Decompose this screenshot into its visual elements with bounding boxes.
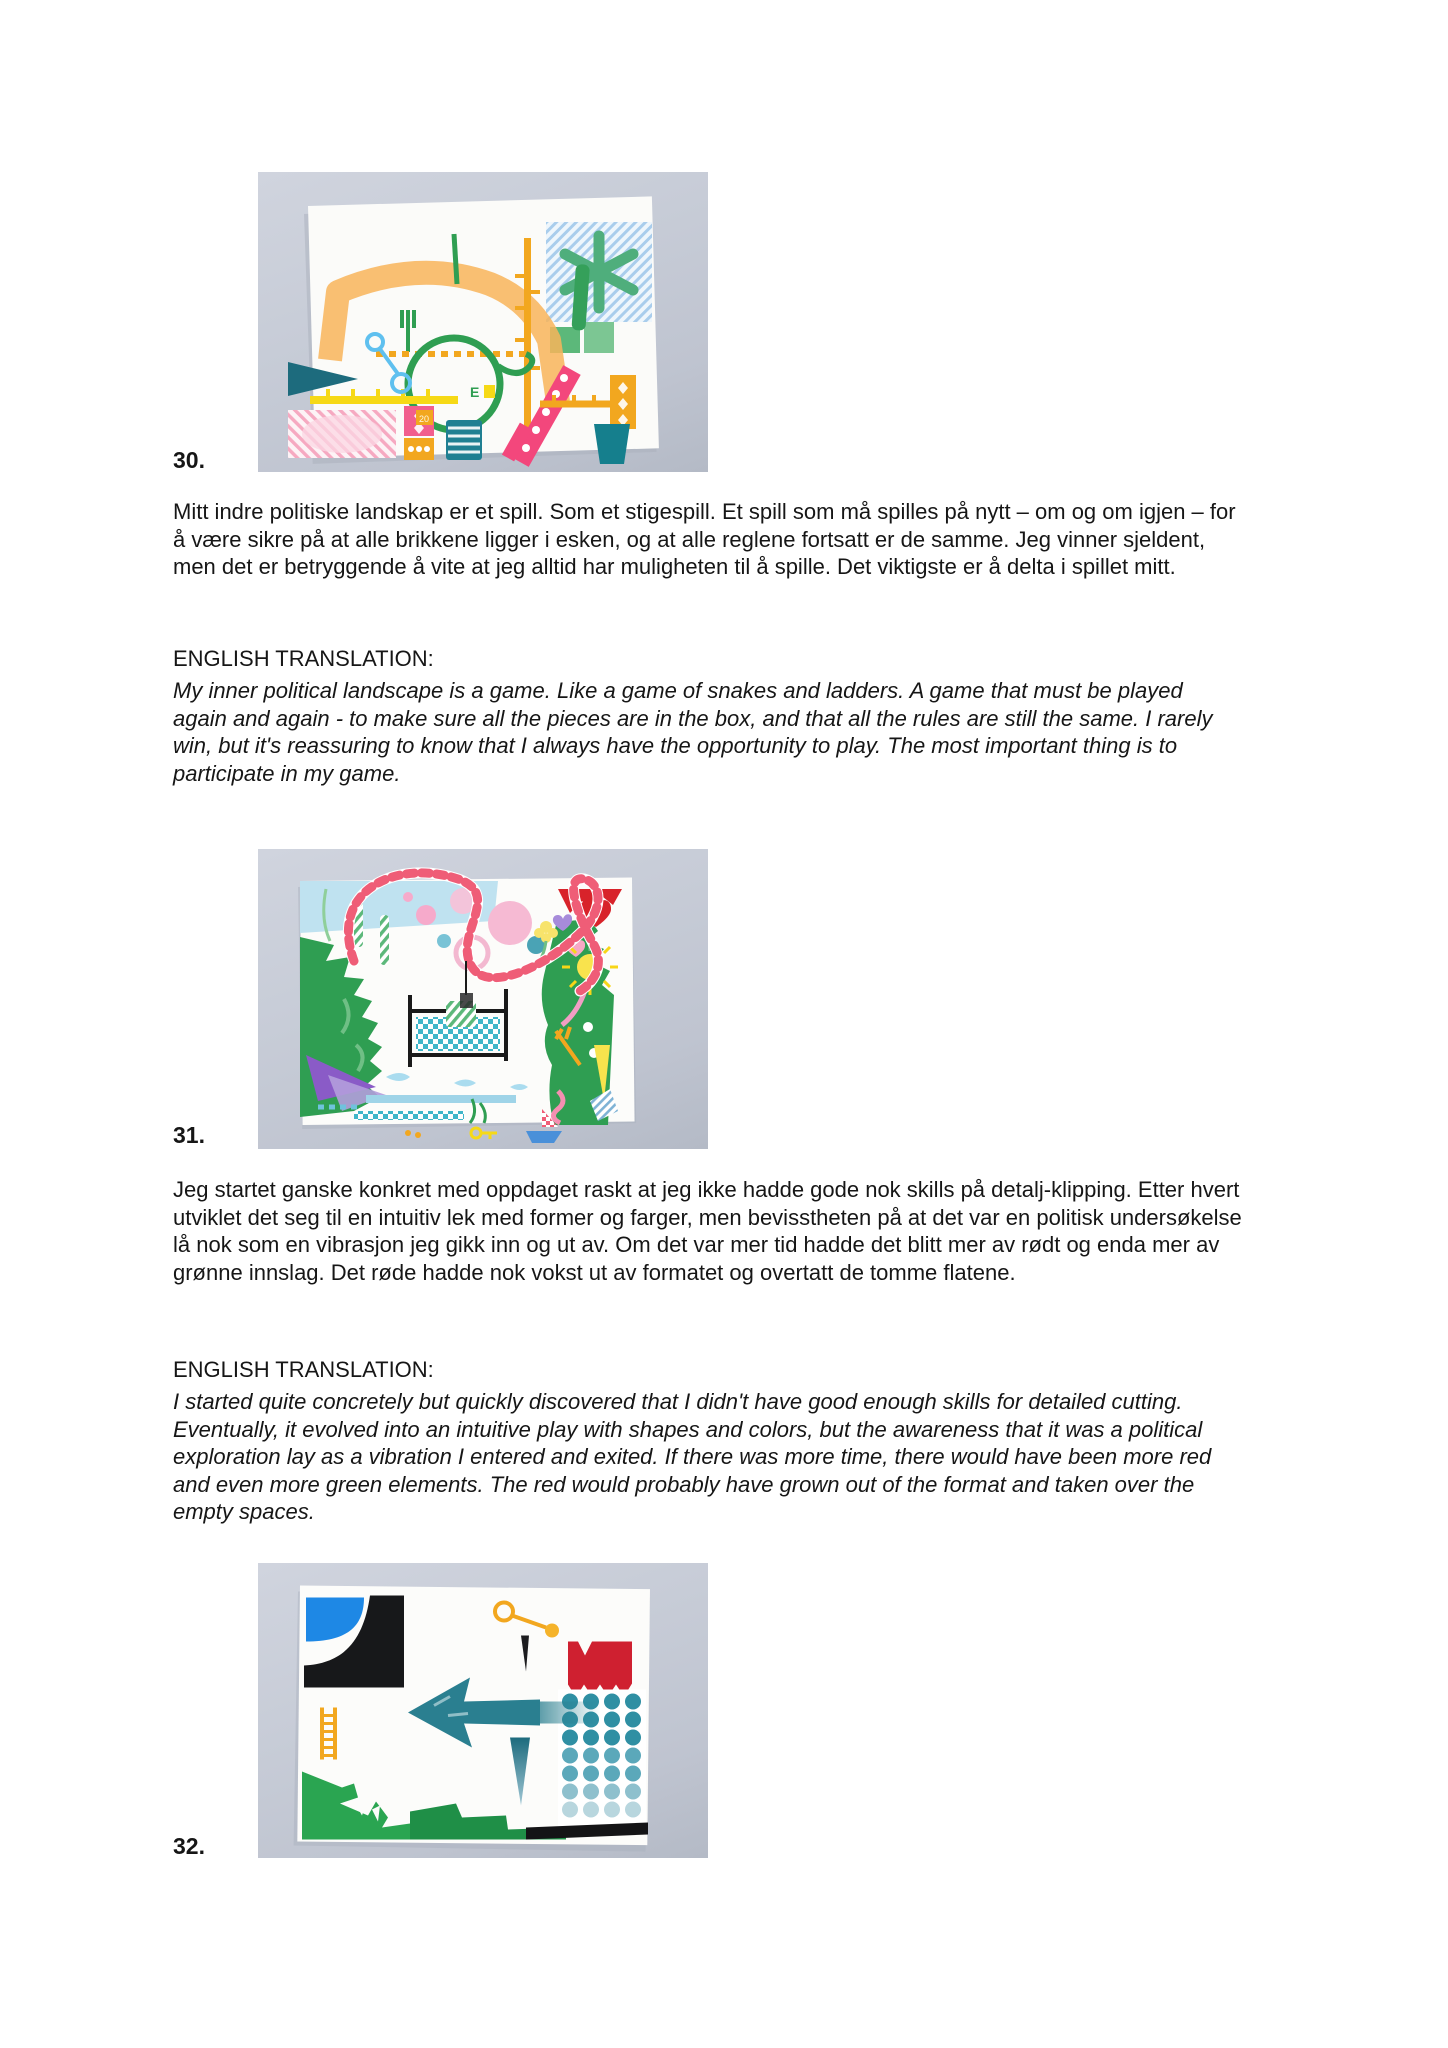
section-30-translation-heading: ENGLISH TRANSLATION: bbox=[173, 646, 434, 671]
artwork-photo-31 bbox=[258, 849, 708, 1149]
section-30-label: 30. bbox=[173, 447, 205, 473]
section-30-norwegian-paragraph: Mitt indre politiske landskap er et spill. Som et stigespill. Et spill som må spilles på nytt – om og om igjen – for å være sikre på at alle brikkene ligger i esken, og at alle reglene fortsatt er de samme. Jeg vinner sjeldent, men det er betryggende å vite at jeg alltid har muligheten til å spille. Det viktigste er å delta i spillet mitt. bbox=[173, 499, 1236, 579]
section-30-english-paragraph: My inner political landscape is a game. Like a game of snakes and ladders. A game that must be played again and again - to make sure all the pieces are in the box, and that all the rules are still the same. I rarely win, but it's reassuring to know that I always have the opportunity to play. The most important thing is to participate in my game. bbox=[173, 678, 1213, 786]
section-31-translation-heading: ENGLISH TRANSLATION: bbox=[173, 1357, 434, 1382]
collage-illustration-32 bbox=[258, 1563, 708, 1863]
artwork-photo-30 bbox=[258, 172, 708, 472]
section-32-label: 32. bbox=[173, 1833, 205, 1859]
section-31-english-paragraph: I started quite concretely but quickly discovered that I didn't have good enough skills for detailed cutting. Eventually, it evolved into an intuitive play with shapes and colors, but the awareness that it was a political exploration lay as a vibration I entered and exited. If there was more time, there would have been more red and even more green elements. The red would probably have grown out of the format and taken over the empty spaces. bbox=[173, 1389, 1212, 1524]
svg-text:20: 20 bbox=[419, 414, 430, 424]
collage-illustration-30 bbox=[258, 172, 708, 472]
artwork-photo-32 bbox=[258, 1563, 708, 1858]
section-31-label: 31. bbox=[173, 1122, 205, 1148]
collage-illustration-31 bbox=[258, 849, 708, 1149]
svg-text:E: E bbox=[470, 384, 480, 400]
section-31-norwegian-paragraph: Jeg startet ganske konkret med oppdaget raskt at jeg ikke hadde gode nok skills på detalj-klipping. Etter hvert utviklet det seg til en intuitiv lek med former og farger, men bevisstheten på at det var en politisk undersøkelse lå nok som en vibrasjon jeg gikk inn og ut av. Om det var mer tid hadde det blitt mer av rødt og enda mer av grønne innslag. Det røde hadde nok vokst ut av formatet og overtatt de tomme flatene. bbox=[173, 1177, 1242, 1285]
